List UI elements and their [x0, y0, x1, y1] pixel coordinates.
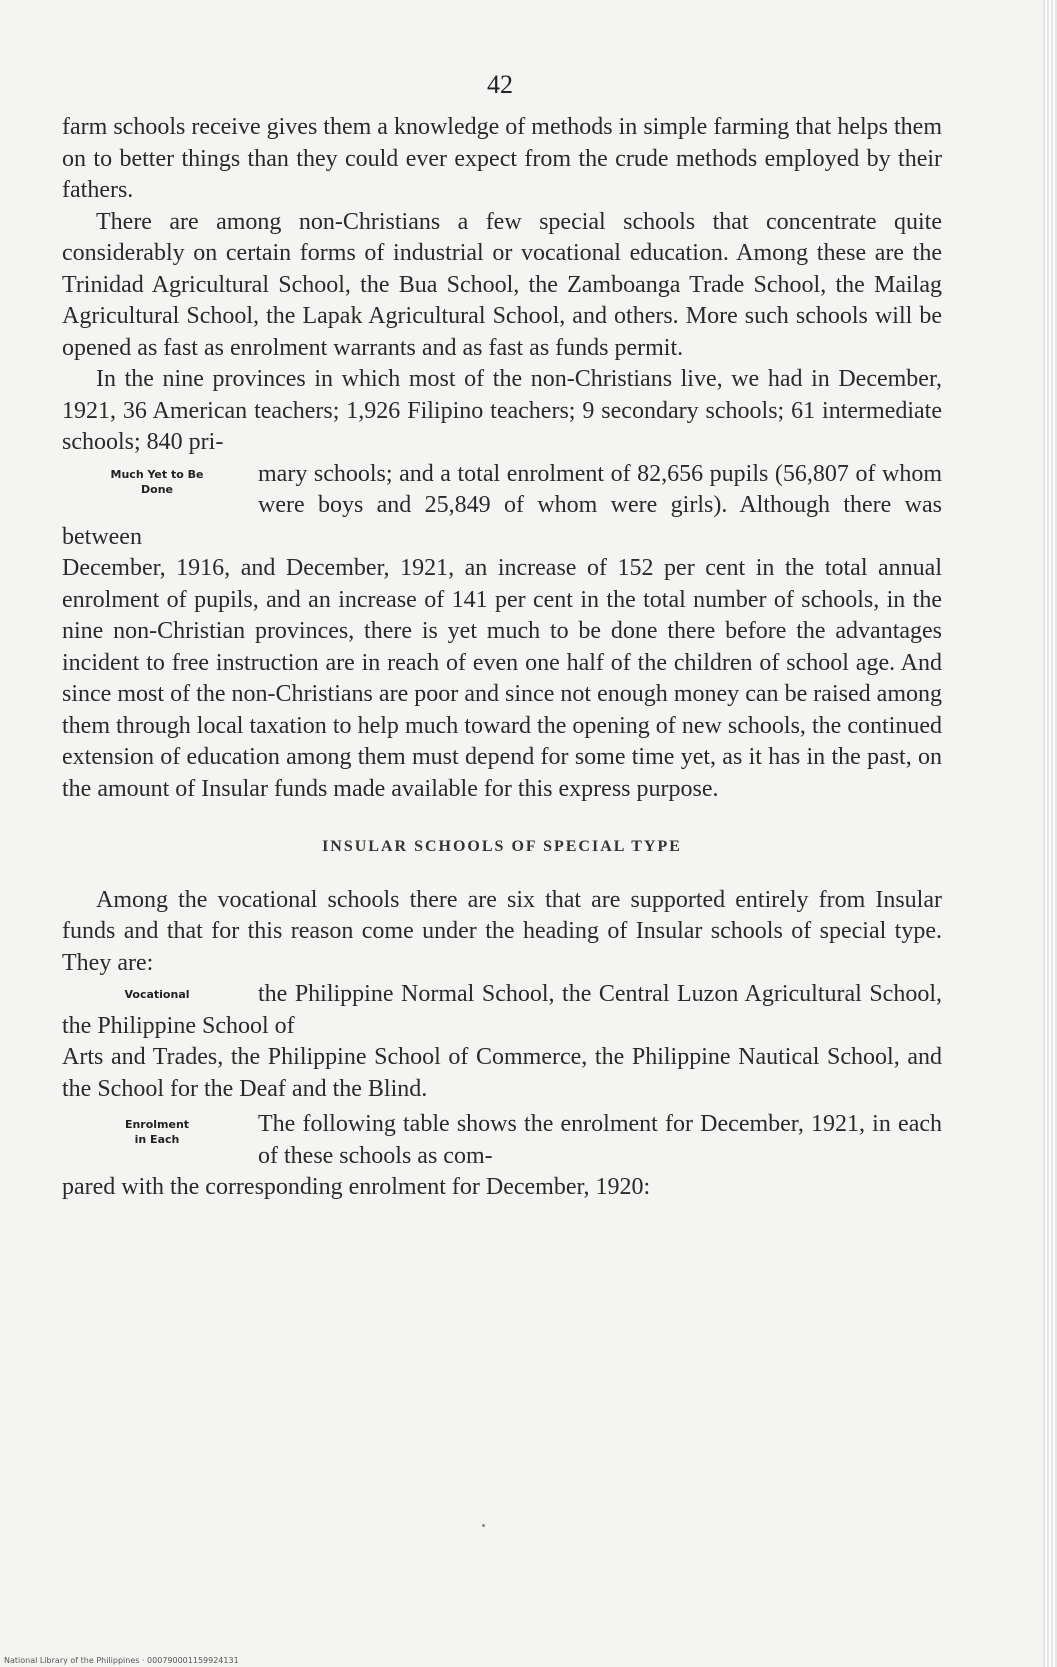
section-heading: INSULAR SCHOOLS OF SPECIAL TYPE [322, 838, 682, 855]
page-number: 42 [487, 70, 513, 99]
paragraph-1: farm schools receive gives them a knowledge of methods in simple farming that helps them on to better things than they could ever expect from the crude methods employed by their fathers. [62, 114, 942, 203]
footer-credit: National Library of the Philippines · 000790001159924131 [4, 1656, 239, 1665]
paragraph-5-side: The following table shows the enrolment for December, 1921, in each of these schools as com- [258, 1111, 942, 1169]
paragraph-4-rest: Arts and Trades, the Philippine School of Commerce, the Philippine Nautical School, and the School for the Deaf and the Blind. [62, 1044, 942, 1102]
body-text [62, 112, 942, 1204]
paragraph-4-side: the Philippine Normal School, the Central Luzon Agricultural School, the Philippine School of [62, 981, 942, 1039]
side-note-block [62, 1109, 942, 1172]
page-edge [1043, 0, 1057, 1667]
side-note-vocational: Vocational [124, 988, 190, 1001]
paragraph-2: There are among non-Christians a few special schools that concentrate quite considerably on certain forms of industrial or vocational education. Among these are the Trinidad Agricultural School, the Bua School, the Zamboanga Trade School, the Mailag Agricultural School, the Lapak Agricultural School, and others. More such schools will be opened as fast as enrolment warrants and as fast as funds permit. [62, 208, 942, 361]
paragraph-3-rest: December, 1916, and December, 1921, an increase of 152 per cent in the total annual enrolment of pupils, and an increase of 141 per cent in the total number of schools, in the nine non-Christian provinces, there is yet much to be done there before the advantages incident to free instruction are in reach of even one half of the children of school age. And since most of the non-Christians are poor and since not enough money can be raised among them through local taxation to help much toward the opening of new schools, the continued extension of education among them must depend for some time yet, as it has in the past, on the amount of Insular funds made available for this express purpose. [62, 555, 942, 802]
side-note-much-yet: Much Yet to Be Done [110, 467, 204, 496]
paragraph-5-rest: pared with the corresponding enrolment for December, 1920: [62, 1174, 651, 1200]
side-note-block [62, 459, 942, 554]
paragraph-3-side: mary schools; and a total enrolment of 82,656 pupils (56,807 of whom were boys and 25,849 of whom were girls). Although there was between [62, 460, 942, 550]
paragraph-3-intro: In the nine provinces in which most of the non-Christians live, we had in December, 1921, 36 American teachers; 1,926 Filipino teachers; 9 secondary schools; 61 intermediate schools; 840 pri- [62, 366, 942, 455]
side-note-enrolment: Enrolment in Each [124, 1118, 190, 1146]
side-note-block [62, 979, 942, 1042]
scan-speck [482, 1524, 485, 1527]
paragraph-4-intro: Among the vocational schools there are six that are supported entirely from Insular funds and that for this reason come under the heading of Insular schools of special type. They are: [62, 886, 942, 976]
